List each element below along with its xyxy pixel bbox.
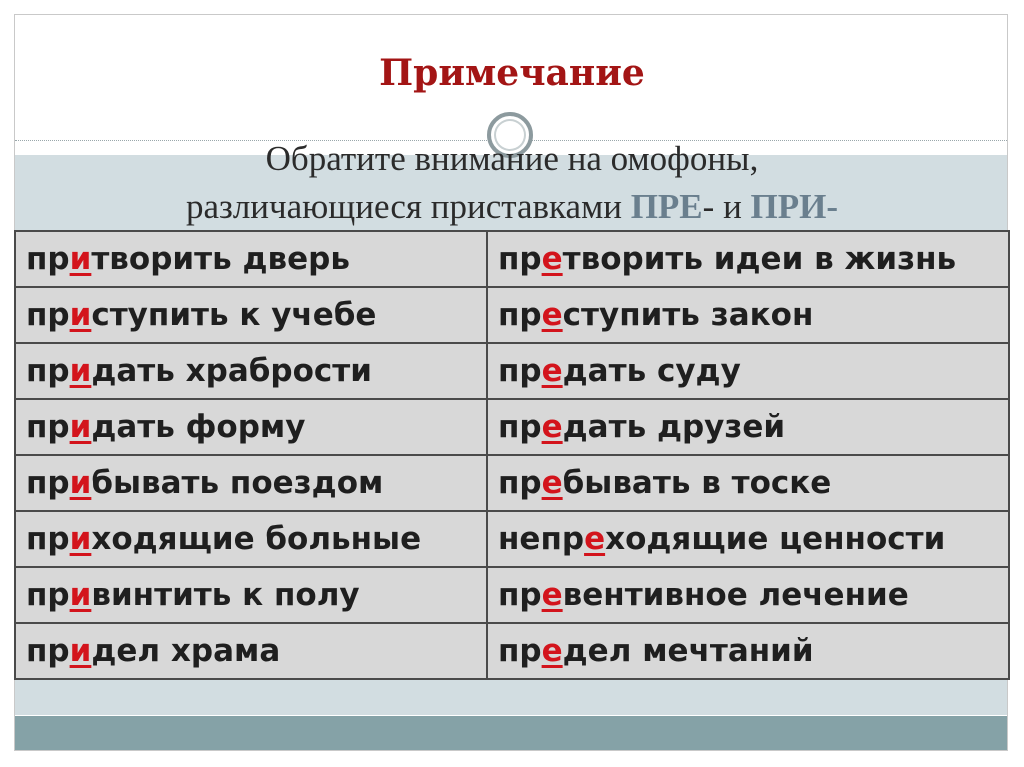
word-rest: дел мечтаний (562, 633, 814, 669)
highlighted-vowel: е (541, 297, 563, 333)
table-row (15, 511, 1009, 567)
word-start: пр (498, 465, 542, 501)
highlighted-vowel: е (584, 521, 606, 557)
word-rest: дать храбрости (91, 353, 372, 389)
word-start: пр (26, 633, 70, 669)
pri-word-cell (15, 455, 487, 511)
word-rest: дать форму (91, 409, 306, 445)
word-rest: вентивное лечение (562, 577, 909, 613)
pre-word-cell (487, 231, 1009, 287)
word-start: пр (498, 297, 542, 333)
slide-footer-bar (15, 716, 1007, 750)
table-row (15, 567, 1009, 623)
slide-title: Примечание (379, 52, 645, 94)
table-row (15, 343, 1009, 399)
word-start: пр (26, 409, 70, 445)
pri-word-cell (15, 287, 487, 343)
highlighted-vowel: и (69, 241, 92, 277)
table-row (15, 455, 1009, 511)
word-rest: дать друзей (562, 409, 786, 445)
word-start: непр (498, 521, 585, 557)
word-rest: дел храма (91, 633, 281, 669)
word-rest: винтить к полу (91, 577, 360, 613)
table-row (15, 231, 1009, 287)
word-start: пр (26, 465, 70, 501)
highlighted-vowel: е (541, 577, 563, 613)
prefix-pri-label: ПРИ- (750, 187, 839, 226)
word-start: пр (498, 353, 542, 389)
pri-word-cell (15, 567, 487, 623)
highlighted-vowel: и (69, 521, 92, 557)
homophone-table-body (15, 231, 1009, 679)
word-rest: ходящие ценности (605, 521, 946, 557)
subtitle-line-2 (0, 183, 1024, 231)
table-row (15, 399, 1009, 455)
pri-word-cell (15, 343, 487, 399)
pri-word-cell (15, 511, 487, 567)
highlighted-vowel: е (541, 409, 563, 445)
pre-word-cell (487, 287, 1009, 343)
subtitle-line-1: Обратите внимание на омофоны, (265, 139, 759, 178)
homophone-table (14, 230, 1010, 680)
pre-word-cell (487, 623, 1009, 679)
pre-word-cell (487, 511, 1009, 567)
word-start: пр (498, 409, 542, 445)
word-start: пр (26, 521, 70, 557)
word-rest: ступить закон (562, 297, 814, 333)
highlighted-vowel: и (69, 465, 92, 501)
highlighted-vowel: и (69, 633, 92, 669)
pre-word-cell (487, 343, 1009, 399)
subtitle-line-2-text: различающиеся приставками (185, 187, 622, 226)
highlighted-vowel: е (541, 633, 563, 669)
pri-word-cell (15, 231, 487, 287)
conjunction-label: и (723, 187, 742, 226)
highlighted-vowel: и (69, 353, 92, 389)
highlighted-vowel: и (69, 577, 92, 613)
pri-word-cell (15, 623, 487, 679)
highlighted-vowel: е (541, 241, 563, 277)
pre-word-cell (487, 567, 1009, 623)
word-rest: бывать поездом (91, 465, 384, 501)
word-rest: дать суду (562, 353, 741, 389)
table-row (15, 287, 1009, 343)
table-row (15, 623, 1009, 679)
word-rest: ступить к учебе (91, 297, 377, 333)
highlighted-vowel: е (541, 353, 563, 389)
word-start: пр (26, 297, 70, 333)
word-rest: творить дверь (91, 241, 350, 277)
pri-word-cell (15, 399, 487, 455)
word-rest: бывать в тоске (562, 465, 832, 501)
word-start: пр (498, 633, 542, 669)
word-rest: ходящие больные (91, 521, 422, 557)
prefix-pre-label: ПРЕ (630, 187, 703, 226)
highlighted-vowel: и (69, 409, 92, 445)
pre-word-cell (487, 399, 1009, 455)
word-start: пр (498, 241, 542, 277)
highlighted-vowel: и (69, 297, 92, 333)
word-start: пр (26, 241, 70, 277)
slide-subtitle (0, 135, 1024, 231)
pre-word-cell (487, 455, 1009, 511)
word-start: пр (26, 577, 70, 613)
word-rest: творить идеи в жизнь (562, 241, 957, 277)
word-start: пр (498, 577, 542, 613)
word-start: пр (26, 353, 70, 389)
highlighted-vowel: е (541, 465, 563, 501)
prefix-dash: - (702, 187, 715, 226)
